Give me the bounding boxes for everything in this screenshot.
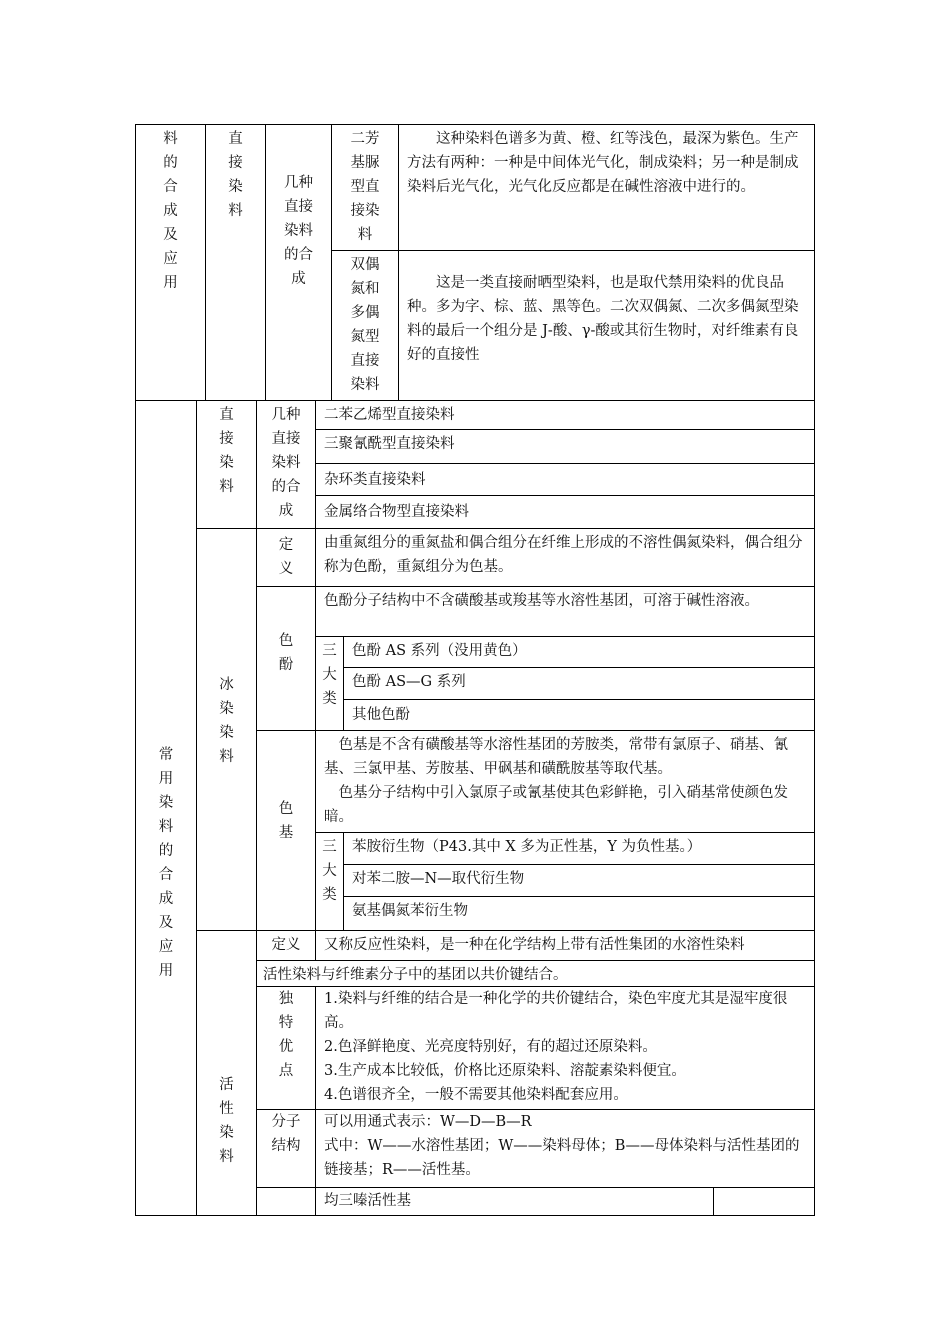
t2-base-text-1: 色基是不含有磺酸基等水溶性基团的芳胺类，常带有氯原子、硝基、氰基、三氯甲基、芳胺基、甲砜基和磺酰胺基等取代基。: [324, 737, 788, 777]
t2-reactive-struct-label: 分子 结构: [256, 1109, 316, 1188]
t1-row1-desc-text: 这种染料色谱多为黄、橙、红等浅色，最深为紫色。生产方法有两种：一种是中间体光气化，制成染料；另一种是制成染料后光气化，光气化反应都是在碱性溶液中进行的。: [407, 131, 799, 195]
t2-phenol-item: [343, 667, 815, 700]
t2-direct-item-text: 金属络合物型直接染料: [324, 504, 469, 520]
t2-direct-dye-label: 直 接 染 料: [196, 400, 257, 529]
t1-synthesis-cell: 几种 直接 染料 的合 成: [265, 124, 332, 401]
t1-direct-dye-cell: 直 接 染 料: [205, 124, 266, 401]
t2-reactive-def-label: 定义: [256, 930, 316, 961]
t2-base-three-types: 三 大 类: [315, 832, 344, 931]
t2-reactive-def-text: 又称反应性染料，是一种在化学结构上带有活性集团的水溶性染料: [315, 930, 815, 961]
t2-direct-item: [315, 400, 815, 430]
t2-reactive-adv-item: 4.色谱很齐全，一般不需要其他染料配套应用。: [324, 1087, 628, 1103]
t1-row2-desc-text: 这是一类直接耐晒型染料，也是取代禁用染料的优良品种。多为字、棕、蓝、黑等色。二次双偶氮、二次多偶氮型染料的最后一个组分是 J-酸、γ-酸或其衍生物时，对纤维素有良好的直接性: [407, 275, 799, 363]
t2-base-item: [343, 896, 815, 931]
t2-reactive-last-extra: [713, 1187, 815, 1216]
t2-ice-dye-label: 冰 染 染 料: [196, 528, 257, 931]
t1-row1-desc: [398, 124, 815, 251]
t2-phenol-item: [343, 636, 815, 668]
t2-reactive-adv-label: 独 特 优 点: [256, 986, 316, 1110]
t2-phenol-item-text: 色酚 AS 系列（没用黄色）: [352, 643, 527, 659]
t2-ice-def-text: 由重氮组分的重氮盐和偶合组分在纤维上形成的不溶性偶氮染料，偶合组分称为色酚，重氮组分为色基。: [315, 528, 815, 587]
t2-reactive-bond-text: 活性染料与纤维素分子中的基团以共价键结合。: [256, 960, 815, 987]
t2-phenol-item-text: 其他色酚: [352, 707, 410, 723]
t2-direct-item: [315, 463, 815, 496]
t1-row2-desc: [398, 250, 815, 401]
t2-phenol-text: 色酚分子结构中不含磺酸基或羧基等水溶性基团，可溶于碱性溶液。: [315, 586, 815, 637]
t2-reactive-last-blank: [256, 1187, 316, 1216]
t2-direct-item-text: 杂环类直接染料: [324, 472, 426, 488]
t1-category-cell: 料 的 合 成 及 应 用: [135, 124, 206, 401]
t2-base-item-text: 对苯二胺—N—取代衍生物: [352, 871, 525, 887]
t2-base-item: [343, 864, 815, 897]
t2-direct-item: [315, 495, 815, 529]
t2-base-item-text: 苯胺衍生物（P43.其中 X 多为正性基，Y 为负性基。）: [352, 839, 702, 855]
t2-reactive-adv-list: [315, 986, 815, 1110]
t2-base-item-text: 氨基偶氮苯衍生物: [352, 903, 468, 919]
t2-direct-item: [315, 429, 815, 464]
t1-row1-type: 二芳 基脲 型直 接染 料: [331, 124, 399, 251]
t2-direct-item-text: 二苯乙烯型直接染料: [324, 407, 455, 423]
t2-reactive-adv-item: 1.染料与纤维的结合是一种化学的共价键结合，染色牢度尤其是湿牢度很高。: [324, 991, 788, 1031]
t2-reactive-adv-item: 3.生产成本比较低，价格比还原染料、溶靛素染料便宜。: [324, 1063, 686, 1079]
t2-reactive-last-item: 均三嗪活性基: [315, 1187, 714, 1216]
t2-reactive-struct-formula: 可以用通式表示：W—D—B—R: [324, 1114, 532, 1130]
t2-reactive-struct-desc: 式中：W——水溶性基团；W——染料母体；B——母体染料与活性基团的链接基；R——活性基。: [324, 1138, 800, 1178]
t2-reactive-struct-text: [315, 1109, 815, 1188]
t2-phenol-item: [343, 699, 815, 731]
t2-ice-def-label: 定 义: [256, 528, 316, 587]
t1-row2-type: 双偶 氮和 多偶 氮型 直接 染料: [331, 250, 399, 401]
t2-phenol-label: 色 酚: [256, 586, 316, 731]
t2-reactive-adv-item: 2.色泽鲜艳度、光亮度特别好，有的超过还原染料。: [324, 1039, 657, 1055]
t2-direct-item-text: 三聚氰酰型直接染料: [324, 436, 455, 452]
t2-base-label: 色 基: [256, 730, 316, 931]
t2-direct-sub-label: 几种 直接 染料 的合 成: [256, 400, 316, 529]
t2-base-text-2: 色基分子结构中引入氯原子或氰基使其色彩鲜艳，引入硝基常使颜色发暗。: [324, 785, 788, 825]
t2-phenol-three-types: 三 大 类: [315, 636, 344, 731]
t2-phenol-item-text: 色酚 AS—G 系列: [352, 674, 466, 690]
t2-base-item: [343, 832, 815, 865]
t2-category-cell: 常 用 染 料 的 合 成 及 应 用: [135, 400, 197, 1216]
t2-reactive-dye-label: 活 性 染 料: [196, 930, 257, 1216]
t2-base-text: [315, 730, 815, 833]
